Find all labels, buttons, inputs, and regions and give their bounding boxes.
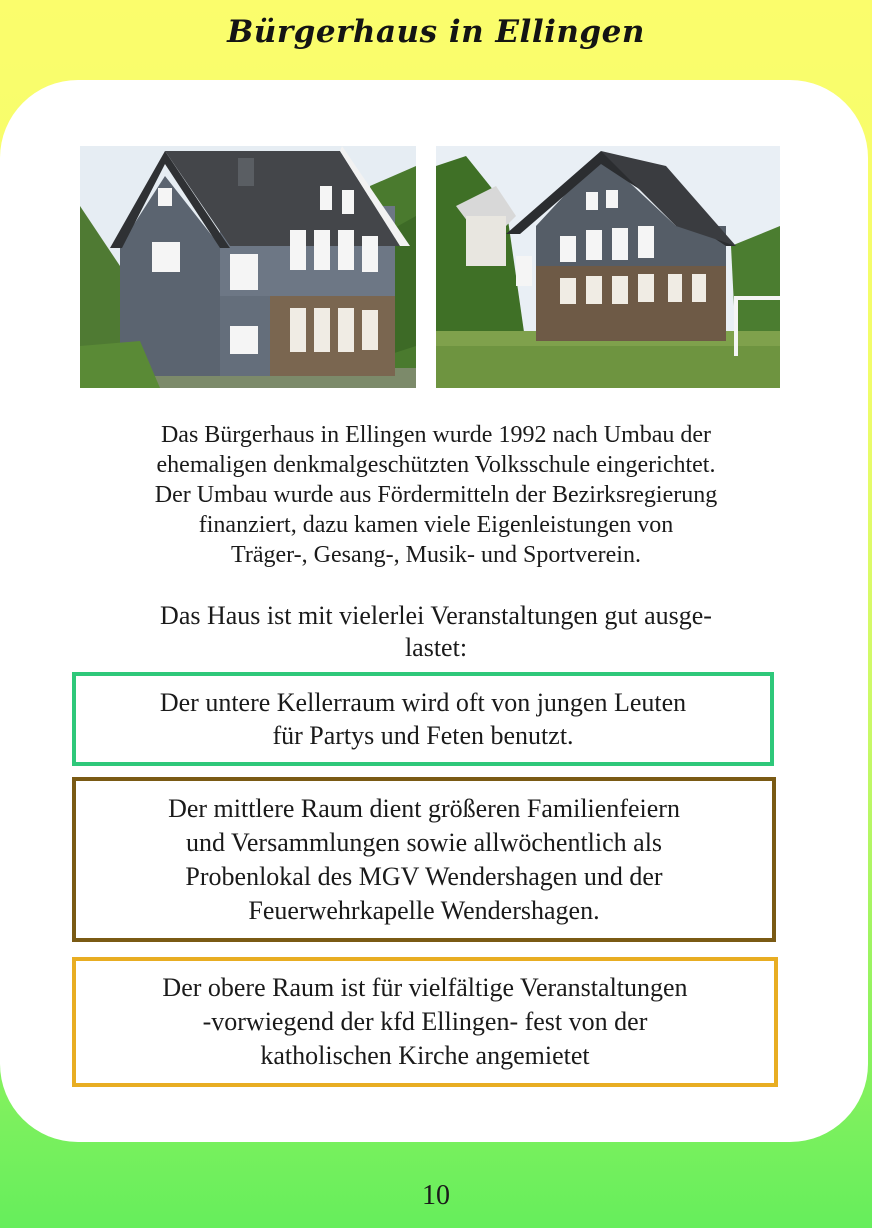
intro-line: ehemaligen denkmalgeschützten Volksschule eingerichtet. — [156, 452, 716, 478]
page-title: Bürgerhaus in Ellingen — [227, 14, 645, 50]
photo-building-field — [436, 146, 780, 388]
intro-line: Der Umbau wurde aus Fördermitteln der Bezirksregierung — [154, 482, 718, 508]
room-line: Der obere Raum ist für vielfältige Veranstaltungen — [162, 973, 688, 1002]
room-line: Probenlokal des MGV Wendershagen und der — [185, 861, 663, 891]
usage-line: Das Haus ist mit vielerlei Veranstaltungen gut ausge- — [160, 601, 712, 630]
intro-line: Träger-, Gesang-, Musik- und Sportverein. — [231, 542, 641, 568]
room-line: Der mittlere Raum dient größeren Familienfeiern — [168, 793, 680, 823]
usage-line: lastet: — [404, 633, 468, 662]
usage-heading — [60, 600, 812, 664]
room-box-middle — [72, 777, 776, 942]
room-box-basement — [72, 672, 774, 766]
room-box-upper — [72, 957, 778, 1087]
room-line: Feuerwehrkapelle Wendershagen. — [248, 895, 600, 925]
room-line: katholischen Kirche angemietet — [260, 1041, 590, 1070]
intro-text — [60, 420, 812, 570]
page-number: 10 — [422, 1180, 450, 1211]
photo-building-side — [80, 146, 416, 388]
room-line: -vorwiegend der kfd Ellingen- fest von der — [202, 1007, 648, 1036]
intro-line: finanziert, dazu kamen viele Eigenleistungen von — [198, 512, 674, 538]
room-line: für Partys und Feten benutzt. — [272, 721, 574, 750]
room-line: und Versammlungen sowie allwöchentlich als — [185, 827, 663, 857]
intro-line: Das Bürgerhaus in Ellingen wurde 1992 nach Umbau der — [160, 422, 712, 448]
room-line: Der untere Kellerraum wird oft von jungen Leuten — [159, 688, 687, 717]
